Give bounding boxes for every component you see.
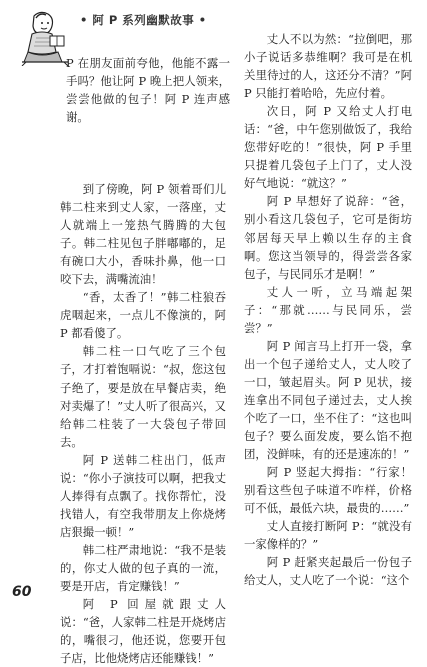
paragraph: P 在朋友面前夸他，他能不露一手吗？他让阿 P 晚上把人领来，尝尝他做的包子！阿 P 连声感谢。 [66, 56, 230, 125]
paragraph: 到了傍晚，阿 P 领着哥们儿韩二柱来到丈人家，一落座，丈人就端上一笼热气腾腾的大包子。韩二柱见包子胖嘟嘟的，足有碗口大小，香味扑鼻，他一口咬下去，满嘴流油！ [60, 182, 226, 287]
paragraph: 阿 P 闻言马上打开一袋，拿出一个包子递给丈人，丈人咬了一口，皱起眉头。阿 P 见状，接连拿出不同包子递过去，丈人挨个吃了一口，坐不住了：“这也叫包子？要么面发废，要么馅不抱团，没鲜味，有的还是速冻的！” [244, 338, 412, 462]
paragraph: 阿 P 早想好了说辞：“爸，别小看这几袋包子，它可是街坊邻居每天早上赖以生存的主食啊。您这当领导的，得尝尝各家包子，与民同乐才是啊！” [244, 194, 412, 281]
paragraph: 韩二柱严肃地说：“我不是装的，你丈人做的包子真的一流，要是开店，肯定赚钱！” [60, 542, 226, 594]
paragraph: “香，太香了！”韩二柱狼吞虎咽起来，一点儿不像演的，阿 P 都看傻了。 [60, 290, 226, 341]
left-column [60, 180, 226, 667]
page-number: 60 [12, 584, 32, 600]
paragraph: 阿 P 赶紧夹起最后一份包子给丈人，丈人吃了一个说：“这个 [244, 555, 412, 588]
paragraph: 丈人不以为然：“拉倒吧，那小子说话多恭维啊？我可是在机关里待过的人，这还分不清？”阿 P 只能打着哈哈，先应付着。 [244, 32, 412, 101]
paragraph: 阿 P 回屋就跟丈人说：“爸，人家韩二柱是开烧烤店的，嘴很刁，他还说，您要开包子店，比他烧烤店还能赚钱！” [60, 597, 226, 666]
paragraph: 次日，阿 P 又给丈人打电话：“爸，中午您别做饭了，我给您带好吃的！”很快，阿 P 手里只提着几袋包子上门了，丈人没好气地说：“就这？” [244, 104, 412, 191]
left-column-top [66, 54, 230, 126]
paragraph: 阿 P 竖起大拇指：“行家！别看这些包子味道不咋样，价格可不低，最低六块，最贵的……” [244, 465, 412, 516]
series-header-title: • 阿 P 系列幽默故事 • [80, 13, 207, 27]
right-column [244, 30, 412, 589]
paragraph: 阿 P 送韩二柱出门，低声说：“你小子演技可以啊，把我丈人捧得有点飘了。找你帮忙，没找错人，有空我带朋友上你烧烤店狠撮一顿！” [60, 452, 226, 539]
paragraph: 韩二柱一口气吃了三个包子，才打着饱嗝说：“叔，您这包子绝了，要是放在早餐店卖，绝对卖爆了！”丈人听了很高兴，又给韩二柱装了一大袋包子带回去。 [60, 344, 226, 449]
paragraph: 丈人一听，立马端起架子：“那就……与民同乐，尝尝？” [244, 284, 412, 335]
paragraph: 丈人直接打断阿 P：“就没有一家像样的？” [244, 519, 412, 552]
